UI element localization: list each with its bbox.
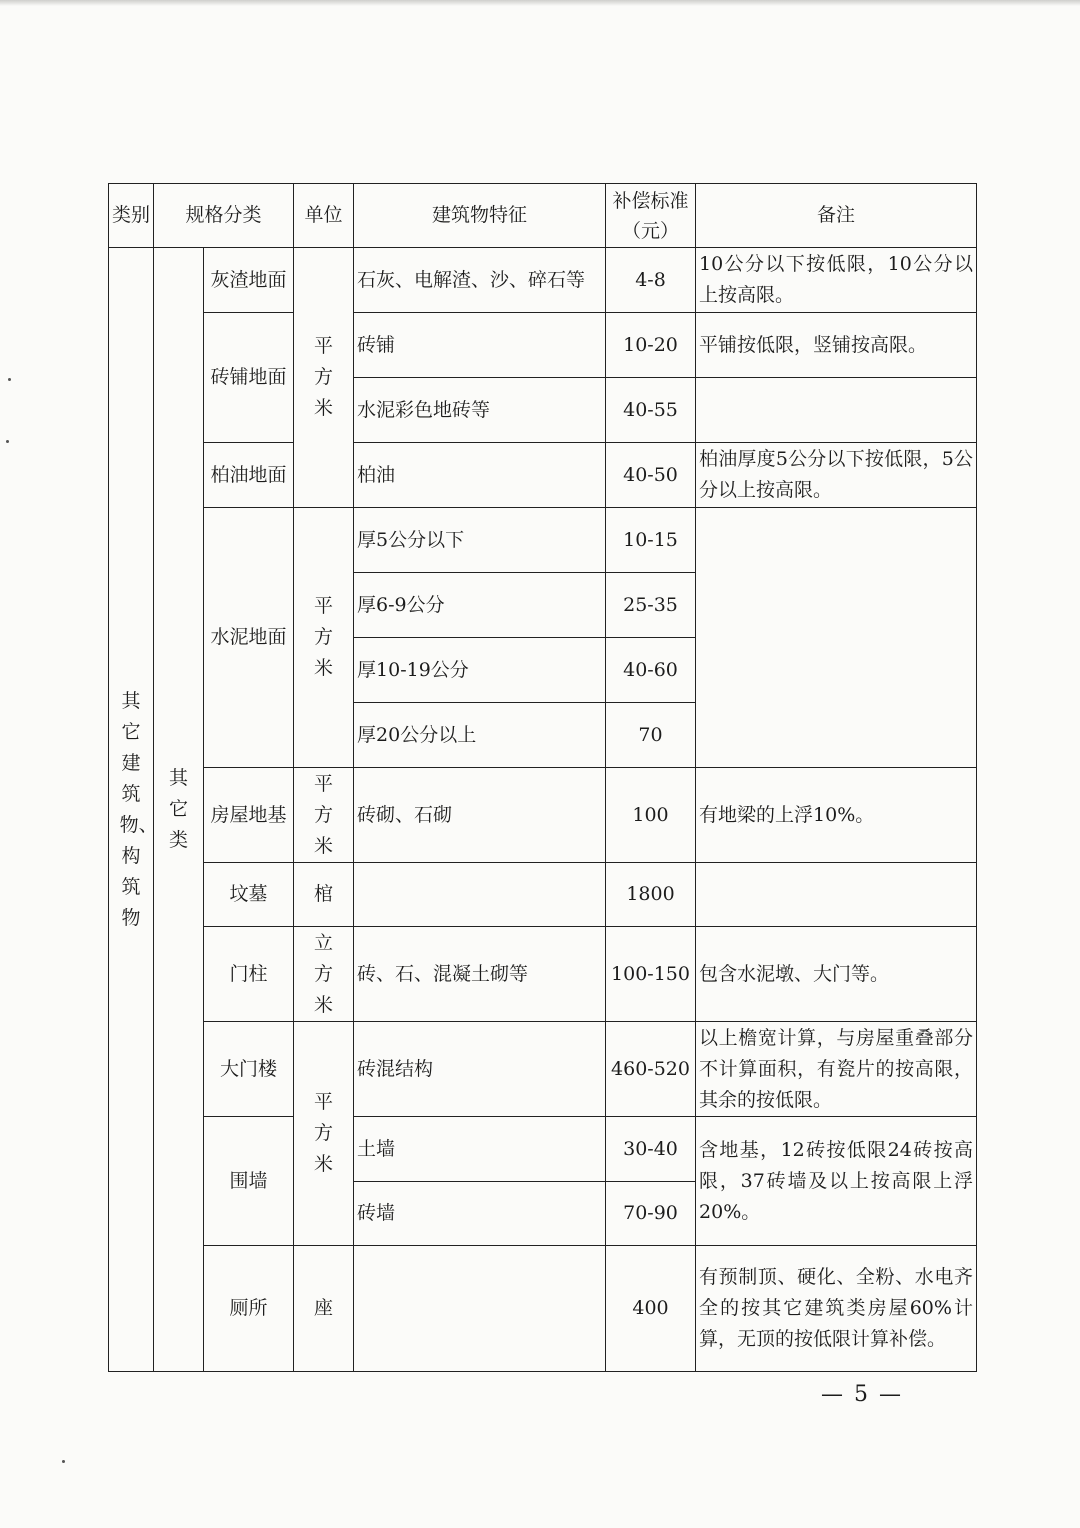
unit-cell: 平方米 bbox=[294, 248, 354, 508]
unit-cell: 平方米 bbox=[294, 1022, 354, 1246]
table-row bbox=[109, 1246, 977, 1372]
standard-cell: 4-8 bbox=[606, 248, 696, 313]
feature-cell: 厚5公分以下 bbox=[354, 508, 606, 573]
feature-cell: 厚6-9公分 bbox=[354, 573, 606, 638]
standard-cell: 40-55 bbox=[606, 378, 696, 443]
header-remark: 备注 bbox=[696, 184, 977, 248]
scan-speck bbox=[8, 378, 11, 381]
table-row bbox=[109, 443, 977, 508]
remark-cell: 有预制顶、硬化、全粉、水电齐全的按其它建筑类房屋60%计算，无顶的按低限计算补偿。 bbox=[696, 1246, 977, 1372]
remark-cell bbox=[696, 863, 977, 927]
page-number: — 5 — bbox=[821, 1382, 903, 1407]
feature-cell: 砖混结构 bbox=[354, 1022, 606, 1117]
header-row bbox=[109, 184, 977, 248]
header-spec: 规格分类 bbox=[154, 184, 294, 248]
standard-cell: 10-20 bbox=[606, 313, 696, 378]
standard-cell: 25-35 bbox=[606, 573, 696, 638]
unit-cell: 立方米 bbox=[294, 927, 354, 1022]
standard-cell: 40-60 bbox=[606, 638, 696, 703]
spec-cell: 大门楼 bbox=[204, 1022, 294, 1117]
standard-cell: 70 bbox=[606, 703, 696, 768]
remark-cell: 有地梁的上浮10%。 bbox=[696, 768, 977, 863]
table-row bbox=[109, 927, 977, 1022]
subcategory-cell: 其它类 bbox=[154, 248, 204, 1372]
remark-cell bbox=[696, 508, 977, 768]
unit-cell: 座 bbox=[294, 1246, 354, 1372]
standard-cell: 400 bbox=[606, 1246, 696, 1372]
feature-cell: 砖、石、混凝土砌等 bbox=[354, 927, 606, 1022]
feature-cell: 厚10-19公分 bbox=[354, 638, 606, 703]
feature-cell: 厚20公分以上 bbox=[354, 703, 606, 768]
remark-cell: 10公分以下按低限，10公分以上按高限。 bbox=[696, 248, 977, 313]
remark-cell: 含地基，12砖按低限24砖按高限，37砖墙及以上按高限上浮20%。 bbox=[696, 1117, 977, 1246]
table-row bbox=[109, 863, 977, 927]
remark-cell: 平铺按低限，竖铺按高限。 bbox=[696, 313, 977, 378]
header-unit: 单位 bbox=[294, 184, 354, 248]
remark-cell: 包含水泥墩、大门等。 bbox=[696, 927, 977, 1022]
standard-cell: 100 bbox=[606, 768, 696, 863]
standard-cell: 100-150 bbox=[606, 927, 696, 1022]
feature-cell: 土墙 bbox=[354, 1117, 606, 1182]
feature-cell bbox=[354, 863, 606, 927]
standard-cell: 40-50 bbox=[606, 443, 696, 508]
spec-cell: 厕所 bbox=[204, 1246, 294, 1372]
remark-cell: 以上檐宽计算，与房屋重叠部分不计算面积，有瓷片的按高限，其余的按低限。 bbox=[696, 1022, 977, 1117]
header-category: 类别 bbox=[109, 184, 154, 248]
standard-cell: 460-520 bbox=[606, 1022, 696, 1117]
unit-cell: 棺 bbox=[294, 863, 354, 927]
feature-cell: 砖铺 bbox=[354, 313, 606, 378]
feature-cell bbox=[354, 1246, 606, 1372]
header-feature: 建筑物特征 bbox=[354, 184, 606, 248]
scan-speck bbox=[6, 440, 9, 443]
feature-cell: 柏油 bbox=[354, 443, 606, 508]
table-row bbox=[109, 508, 977, 573]
spec-cell: 坟墓 bbox=[204, 863, 294, 927]
table-row bbox=[109, 313, 977, 378]
remark-cell bbox=[696, 378, 977, 443]
spec-cell: 砖铺地面 bbox=[204, 313, 294, 443]
table-row bbox=[109, 1022, 977, 1117]
category-cell: 其它建筑物、构筑物 bbox=[109, 248, 154, 1372]
header-standard: 补偿标准（元） bbox=[606, 184, 696, 248]
spec-cell: 房屋地基 bbox=[204, 768, 294, 863]
table-row bbox=[109, 248, 977, 313]
standard-cell: 10-15 bbox=[606, 508, 696, 573]
feature-cell: 水泥彩色地砖等 bbox=[354, 378, 606, 443]
unit-cell: 平方米 bbox=[294, 508, 354, 768]
spec-cell: 围墙 bbox=[204, 1117, 294, 1246]
scan-speck bbox=[62, 1460, 65, 1463]
spec-cell: 门柱 bbox=[204, 927, 294, 1022]
feature-cell: 砖墙 bbox=[354, 1182, 606, 1246]
remark-cell: 柏油厚度5公分以下按低限，5公分以上按高限。 bbox=[696, 443, 977, 508]
table-row bbox=[109, 768, 977, 863]
unit-cell: 平方米 bbox=[294, 768, 354, 863]
spec-cell: 灰渣地面 bbox=[204, 248, 294, 313]
feature-cell: 砖砌、石砌 bbox=[354, 768, 606, 863]
spec-cell: 水泥地面 bbox=[204, 508, 294, 768]
standard-cell: 70-90 bbox=[606, 1182, 696, 1246]
standard-cell: 30-40 bbox=[606, 1117, 696, 1182]
spec-cell: 柏油地面 bbox=[204, 443, 294, 508]
table-row bbox=[109, 1117, 977, 1182]
standard-cell: 1800 bbox=[606, 863, 696, 927]
scan-top-edge bbox=[0, 0, 1080, 6]
feature-cell: 石灰、电解渣、沙、碎石等 bbox=[354, 248, 606, 313]
compensation-table bbox=[108, 183, 977, 1372]
